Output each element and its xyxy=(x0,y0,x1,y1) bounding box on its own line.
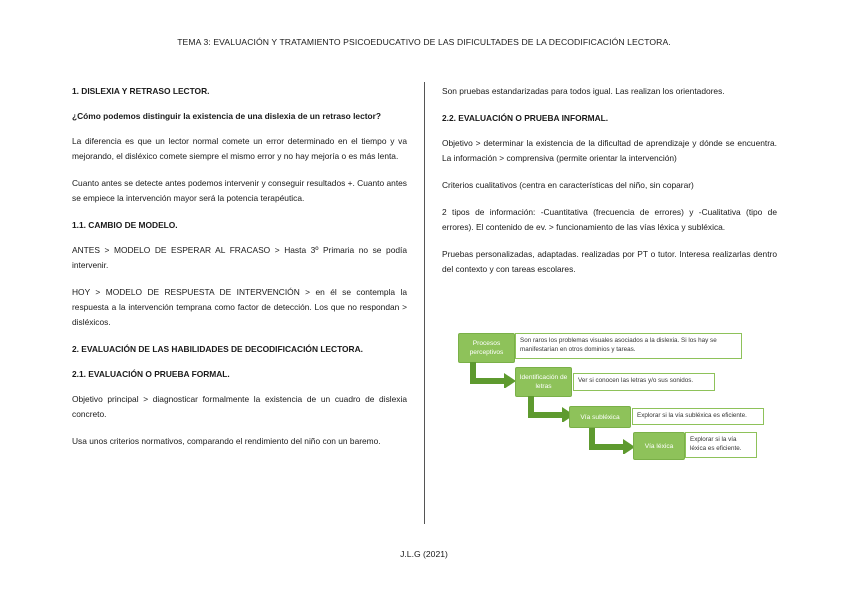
paragraph: La diferencia es que un lector normal comete un error determinado en el tiempo y va mejorando, el disléxico comete siempre el mismo error y no hay mejoría o es más lenta. xyxy=(72,136,407,161)
paragraph: HOY > MODELO DE RESPUESTA DE INTERVENCIÓN > en él se contempla la respuesta a la intervención temprana como factor de detección. Los que no respondan > disléxicos. xyxy=(72,287,407,327)
paragraph: Pruebas personalizadas, adaptadas. realizadas por PT o tutor. Interesa realizarlas dentro del contexto y con tareas escolares. xyxy=(442,249,777,274)
step-arrow-3 xyxy=(589,428,639,454)
column-divider xyxy=(424,82,425,524)
paragraph: Usa unos criterios normativos, comparando el rendimiento del niño con un baremo. xyxy=(72,436,381,446)
step-via-lexica: Vía léxica xyxy=(633,432,685,460)
step-identificacion-letras-desc: Ver si conocen las letras y/o sus sonidos. xyxy=(573,373,715,391)
page-footer: J.L.G (2021) xyxy=(400,549,448,559)
paragraph: ANTES > MODELO DE ESPERAR AL FRACASO > Hasta 3º Primaria no se podía intervenir. xyxy=(72,245,407,270)
page-header: TEMA 3: EVALUACIÓN Y TRATAMIENTO PSICOEDUCATIVO DE LAS DIFICULTADES DE LA DECODIFICACIÓN LECTORA. xyxy=(177,37,671,47)
heading-evaluacion: 2. EVALUACIÓN DE LAS HABILIDADES DE DECODIFICACIÓN LECTORA. xyxy=(72,344,363,354)
step-via-lexica-desc: Explorar si la vía léxica es eficiente. xyxy=(685,432,757,458)
step-procesos-perceptivos: Procesos perceptivos xyxy=(458,333,515,363)
step-via-sublexica-desc: Explorar si la vía subléxica es eficiente. xyxy=(632,408,764,425)
process-diagram xyxy=(455,331,765,466)
step-procesos-perceptivos-desc: Son raros los problemas visuales asociados a la dislexia. Si los hay se manifestarían en otros dominios y tareas. xyxy=(515,333,742,359)
right-column xyxy=(442,84,777,289)
paragraph: 2 tipos de información: -Cuantitativa (frecuencia de errores) y -Cualitativa (tipo de errores). El contenido de ev. > funcionamiento de las vías léxica y subléxica. xyxy=(442,207,777,232)
question: ¿Cómo podemos distinguir la existencia de una dislexia de un retraso lector? xyxy=(72,111,382,121)
step-identificacion-letras: Identificación de letras xyxy=(515,367,572,397)
paragraph: Son pruebas estandarizadas para todos igual. Las realizan los orientadores. xyxy=(442,86,725,96)
heading-dislexia: 1. DISLEXIA Y RETRASO LECTOR. xyxy=(72,86,210,96)
paragraph: Objetivo > determinar la existencia de la dificultad de aprendizaje y dónde se encuentra. La información > comprensiva (permite orientar la intervención) xyxy=(442,138,777,163)
left-column xyxy=(72,84,407,461)
step-arrow-1 xyxy=(470,362,520,388)
heading-cambio-modelo: 1.1. CAMBIO DE MODELO. xyxy=(72,220,178,230)
paragraph: Cuanto antes se detecte antes podemos intervenir y conseguir resultados +. Cuanto antes se empiece la intervención mayor será la potencia terapéutica. xyxy=(72,178,407,203)
heading-prueba-informal: 2.2. EVALUACIÓN O PRUEBA INFORMAL. xyxy=(442,113,609,123)
heading-prueba-formal: 2.1. EVALUACIÓN O PRUEBA FORMAL. xyxy=(72,369,230,379)
step-via-sublexica: Vía subléxica xyxy=(569,406,631,428)
paragraph: Objetivo principal > diagnosticar formalmente la existencia de un cuadro de dislexia concreto. xyxy=(72,394,407,419)
paragraph: Criterios cualitativos (centra en características del niño, sin coparar) xyxy=(442,180,694,190)
